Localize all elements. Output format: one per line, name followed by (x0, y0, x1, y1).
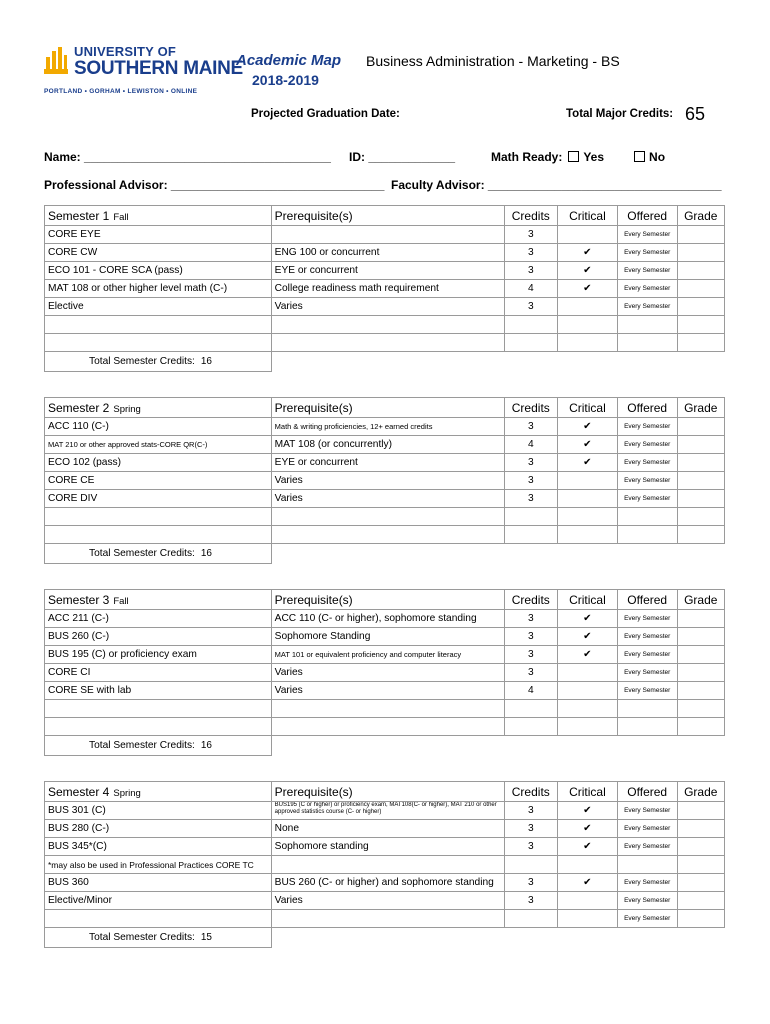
course-grade[interactable] (677, 646, 724, 664)
course-prereq: EYE or concurrent (271, 262, 504, 280)
semester-header-row (45, 206, 725, 226)
course-row (45, 910, 725, 928)
course-credits: 3 (504, 628, 558, 646)
course-row (45, 682, 725, 700)
grade-header: Grade (677, 590, 724, 610)
offered-header: Offered (617, 782, 677, 802)
course-grade[interactable] (677, 280, 724, 298)
critical-check-icon (558, 334, 618, 352)
course-prereq: None (271, 820, 504, 838)
course-grade[interactable] (677, 454, 724, 472)
course-row (45, 508, 725, 526)
critical-check-icon: ✔ (558, 646, 618, 664)
course-row (45, 664, 725, 682)
prereq-header: Prerequisite(s) (271, 398, 504, 418)
critical-check-icon (558, 298, 618, 316)
course-offered: Every Semester (617, 472, 677, 490)
course-credits: 3 (504, 226, 558, 244)
course-name[interactable] (45, 508, 272, 526)
course-prereq: ACC 110 (C- or higher), sophomore standing (271, 610, 504, 628)
course-grade[interactable] (677, 298, 724, 316)
critical-check-icon: ✔ (558, 802, 618, 820)
course-grade[interactable] (677, 820, 724, 838)
course-row (45, 628, 725, 646)
course-name[interactable]: CORE CI (45, 664, 272, 682)
semester-title (45, 590, 272, 610)
course-name[interactable]: Elective/Minor (45, 892, 272, 910)
course-credits: 3 (504, 418, 558, 436)
critical-check-icon (558, 682, 618, 700)
course-grade[interactable] (677, 628, 724, 646)
course-credits: 3 (504, 610, 558, 628)
course-grade[interactable] (677, 856, 724, 874)
semester-total (45, 736, 272, 756)
course-credits (504, 718, 558, 736)
total-value: 16 (200, 548, 212, 559)
critical-check-icon (558, 700, 618, 718)
course-name[interactable] (45, 526, 272, 544)
semester-label: Semester 4 (48, 784, 110, 799)
course-grade[interactable] (677, 874, 724, 892)
semester-total-row (45, 544, 725, 564)
total-value: 16 (200, 740, 212, 751)
math-ready-group (491, 150, 665, 164)
critical-check-icon: ✔ (558, 280, 618, 298)
course-name[interactable]: CORE CE (45, 472, 272, 490)
course-grade[interactable] (677, 802, 724, 820)
course-prereq: Varies (271, 682, 504, 700)
credits-header: Credits (504, 782, 558, 802)
course-row (45, 718, 725, 736)
course-name[interactable] (45, 910, 272, 928)
total-label: Total Semester Credits: (89, 740, 195, 751)
semester-total (45, 544, 272, 564)
course-credits (504, 334, 558, 352)
faculty-advisor-field[interactable]: Faculty Advisor: ___________________________________ (391, 178, 722, 192)
course-prereq (271, 526, 504, 544)
critical-check-icon (558, 508, 618, 526)
course-credits: 3 (504, 892, 558, 910)
course-prereq: Sophomore standing (271, 838, 504, 856)
course-offered: Every Semester (617, 628, 677, 646)
critical-check-icon: ✔ (558, 436, 618, 454)
name-field[interactable]: Name: _____________________________________ (44, 150, 331, 164)
course-prereq: College readiness math requirement (271, 280, 504, 298)
course-credits: 3 (504, 490, 558, 508)
critical-check-icon: ✔ (558, 610, 618, 628)
critical-check-icon: ✔ (558, 418, 618, 436)
critical-check-icon (558, 316, 618, 334)
course-offered: Every Semester (617, 610, 677, 628)
course-row (45, 610, 725, 628)
course-credits: 3 (504, 820, 558, 838)
course-offered: Every Semester (617, 682, 677, 700)
critical-header: Critical (558, 782, 618, 802)
course-credits: 3 (504, 802, 558, 820)
map-year: 2018-2019 (252, 72, 319, 88)
course-row (45, 838, 725, 856)
course-offered (617, 700, 677, 718)
total-major-credits-value: 65 (685, 104, 706, 124)
critical-check-icon (558, 664, 618, 682)
grade-header: Grade (677, 206, 724, 226)
course-credits: 3 (504, 646, 558, 664)
course-offered (617, 316, 677, 334)
semester-total-row (45, 928, 725, 948)
course-name[interactable]: BUS 280 (C-) (45, 820, 272, 838)
course-credits (504, 508, 558, 526)
course-offered (617, 856, 677, 874)
course-prereq: Varies (271, 664, 504, 682)
course-grade[interactable] (677, 244, 724, 262)
course-credits: 4 (504, 280, 558, 298)
course-prereq: ENG 100 or concurrent (271, 244, 504, 262)
usm-logo-icon (44, 47, 68, 79)
semester-total (45, 352, 272, 372)
course-prereq (271, 316, 504, 334)
course-row (45, 244, 725, 262)
course-row (45, 472, 725, 490)
course-name[interactable]: MAT 210 or other approved stats-CORE QR(C-) (45, 436, 272, 454)
course-prereq (271, 508, 504, 526)
course-name[interactable]: BUS 260 (C-) (45, 628, 272, 646)
course-grade[interactable] (677, 682, 724, 700)
critical-check-icon: ✔ (558, 244, 618, 262)
total-major-credits-label: Total Major Credits: (566, 108, 674, 120)
course-name[interactable]: *may also be used in Professional Practices CORE TC (45, 856, 272, 874)
critical-header: Critical (558, 206, 618, 226)
course-prereq: MAT 101 or equivalent proficiency and computer literacy (271, 646, 504, 664)
course-prereq: Varies (271, 298, 504, 316)
course-prereq: MAT 108 (or concurrently) (271, 436, 504, 454)
semester-title (45, 398, 272, 418)
semester-header-row (45, 782, 725, 802)
semester-term: Fall (113, 595, 129, 607)
semester-header-row (45, 590, 725, 610)
prereq-header: Prerequisite(s) (271, 782, 504, 802)
critical-check-icon (558, 892, 618, 910)
critical-check-icon: ✔ (558, 262, 618, 280)
course-offered: Every Semester (617, 802, 677, 820)
semester-label: Semester 2 (48, 400, 110, 415)
course-grade[interactable] (677, 718, 724, 736)
semester-total (45, 928, 272, 948)
offered-header: Offered (617, 206, 677, 226)
course-offered: Every Semester (617, 418, 677, 436)
course-offered: Every Semester (617, 298, 677, 316)
course-prereq: Math & writing proficiencies, 12+ earned credits (271, 418, 504, 436)
course-row (45, 700, 725, 718)
course-grade[interactable] (677, 892, 724, 910)
course-row (45, 802, 725, 820)
course-prereq (271, 226, 504, 244)
critical-check-icon: ✔ (558, 454, 618, 472)
id-field[interactable]: ID: _____________ (349, 150, 456, 164)
math-ready-no-label: No (649, 150, 666, 164)
credits-header: Credits (504, 398, 558, 418)
course-name[interactable] (45, 334, 272, 352)
course-offered: Every Semester (617, 262, 677, 280)
total-value: 16 (200, 356, 212, 367)
course-prereq (271, 910, 504, 928)
course-credits (504, 856, 558, 874)
course-offered (617, 334, 677, 352)
course-row (45, 454, 725, 472)
course-grade[interactable] (677, 526, 724, 544)
math-ready-label: Math Ready: (491, 150, 563, 164)
course-name[interactable]: BUS 360 (45, 874, 272, 892)
semester-term: Fall (113, 211, 129, 223)
course-offered: Every Semester (617, 910, 677, 928)
course-credits: 4 (504, 682, 558, 700)
math-ready-yes-checkbox[interactable] (568, 151, 579, 162)
course-name[interactable] (45, 700, 272, 718)
course-name[interactable]: Elective (45, 298, 272, 316)
prereq-header: Prerequisite(s) (271, 590, 504, 610)
course-credits: 4 (504, 436, 558, 454)
course-grade[interactable] (677, 700, 724, 718)
course-offered: Every Semester (617, 874, 677, 892)
semester-table (44, 589, 725, 756)
course-offered: Every Semester (617, 436, 677, 454)
course-name[interactable]: CORE SE with lab (45, 682, 272, 700)
critical-check-icon (558, 526, 618, 544)
course-grade[interactable] (677, 508, 724, 526)
course-row (45, 874, 725, 892)
critical-check-icon (558, 490, 618, 508)
course-grade[interactable] (677, 838, 724, 856)
course-credits: 3 (504, 298, 558, 316)
course-offered (617, 526, 677, 544)
course-row (45, 526, 725, 544)
total-value: 15 (200, 932, 212, 943)
critical-header: Critical (558, 398, 618, 418)
campus-list: PORTLAND • GORHAM • LEWISTON • ONLINE (44, 88, 198, 95)
course-row (45, 226, 725, 244)
course-prereq: Sophomore Standing (271, 628, 504, 646)
course-offered: Every Semester (617, 664, 677, 682)
semester-table (44, 781, 725, 948)
course-grade[interactable] (677, 664, 724, 682)
course-name[interactable]: BUS 195 (C) or proficiency exam (45, 646, 272, 664)
course-grade[interactable] (677, 472, 724, 490)
course-offered: Every Semester (617, 454, 677, 472)
course-name[interactable]: MAT 108 or other higher level math (C-) (45, 280, 272, 298)
course-name[interactable]: ACC 110 (C-) (45, 418, 272, 436)
math-ready-no-checkbox[interactable] (634, 151, 645, 162)
course-credits: 3 (504, 874, 558, 892)
total-label: Total Semester Credits: (89, 548, 195, 559)
course-prereq: BUS 260 (C- or higher) and sophomore standing (271, 874, 504, 892)
course-credits: 3 (504, 472, 558, 490)
critical-check-icon (558, 856, 618, 874)
course-name[interactable]: BUS 301 (C) (45, 802, 272, 820)
semester-title (45, 206, 272, 226)
course-row (45, 298, 725, 316)
grade-header: Grade (677, 398, 724, 418)
critical-check-icon: ✔ (558, 838, 618, 856)
course-prereq: EYE or concurrent (271, 454, 504, 472)
course-offered: Every Semester (617, 280, 677, 298)
course-row (45, 646, 725, 664)
semester-table (44, 205, 725, 372)
grade-header: Grade (677, 782, 724, 802)
course-name[interactable]: ACC 211 (C-) (45, 610, 272, 628)
course-credits (504, 526, 558, 544)
course-row (45, 436, 725, 454)
course-row (45, 892, 725, 910)
course-offered: Every Semester (617, 490, 677, 508)
semester-label: Semester 3 (48, 592, 110, 607)
course-grade[interactable] (677, 226, 724, 244)
critical-check-icon (558, 472, 618, 490)
course-name[interactable]: CORE DIV (45, 490, 272, 508)
course-prereq: BUS195 (C or higher) or proficiency exam, MAT108(C- or higher), MAT 210 or other approved statistics course (C- or higher) (271, 802, 504, 820)
course-row (45, 490, 725, 508)
critical-check-icon (558, 910, 618, 928)
semester-table (44, 397, 725, 564)
course-name[interactable]: CORE EYE (45, 226, 272, 244)
university-name-line1: UNIVERSITY OF (74, 44, 177, 59)
course-credits: 3 (504, 262, 558, 280)
course-prereq (271, 718, 504, 736)
course-offered: Every Semester (617, 244, 677, 262)
course-credits (504, 316, 558, 334)
course-grade[interactable] (677, 490, 724, 508)
critical-check-icon: ✔ (558, 820, 618, 838)
semester-term: Spring (113, 403, 141, 415)
course-name[interactable]: CORE CW (45, 244, 272, 262)
credits-header: Credits (504, 206, 558, 226)
offered-header: Offered (617, 590, 677, 610)
course-offered: Every Semester (617, 820, 677, 838)
course-offered: Every Semester (617, 838, 677, 856)
critical-check-icon: ✔ (558, 874, 618, 892)
total-label: Total Semester Credits: (89, 356, 195, 367)
course-row (45, 280, 725, 298)
course-grade[interactable] (677, 334, 724, 352)
course-name[interactable]: BUS 345*(C) (45, 838, 272, 856)
course-offered: Every Semester (617, 646, 677, 664)
course-prereq: Varies (271, 490, 504, 508)
course-row (45, 856, 725, 874)
course-grade[interactable] (677, 436, 724, 454)
course-grade[interactable] (677, 610, 724, 628)
course-credits: 3 (504, 244, 558, 262)
course-grade[interactable] (677, 262, 724, 280)
course-name[interactable]: ECO 101 - CORE SCA (pass) (45, 262, 272, 280)
course-row (45, 316, 725, 334)
course-credits: 3 (504, 838, 558, 856)
course-grade[interactable] (677, 316, 724, 334)
critical-check-icon (558, 226, 618, 244)
course-name[interactable]: ECO 102 (pass) (45, 454, 272, 472)
course-grade[interactable] (677, 910, 724, 928)
course-prereq (271, 334, 504, 352)
course-prereq: Varies (271, 472, 504, 490)
course-offered (617, 718, 677, 736)
critical-header: Critical (558, 590, 618, 610)
course-credits: 3 (504, 454, 558, 472)
semester-term: Spring (113, 787, 141, 799)
course-credits: 3 (504, 664, 558, 682)
course-name[interactable] (45, 718, 272, 736)
semester-total-row (45, 736, 725, 756)
semester-header-row (45, 398, 725, 418)
university-name-line2: SOUTHERN MAINE (74, 58, 243, 79)
course-offered (617, 508, 677, 526)
course-grade[interactable] (677, 418, 724, 436)
course-name[interactable] (45, 316, 272, 334)
prereq-header: Prerequisite(s) (271, 206, 504, 226)
course-offered: Every Semester (617, 226, 677, 244)
professional-advisor-field[interactable]: Professional Advisor: ________________________________ (44, 178, 385, 192)
course-prereq (271, 700, 504, 718)
course-row (45, 418, 725, 436)
semester-total-row (45, 352, 725, 372)
course-prereq (271, 856, 504, 874)
math-ready-yes-label: Yes (583, 150, 605, 164)
program-title: Business Administration - Marketing - BS (366, 53, 620, 69)
critical-check-icon (558, 718, 618, 736)
critical-check-icon: ✔ (558, 628, 618, 646)
credits-header: Credits (504, 590, 558, 610)
course-row (45, 820, 725, 838)
graduation-date-label: Projected Graduation Date: (251, 108, 400, 120)
course-row (45, 262, 725, 280)
course-prereq: Varies (271, 892, 504, 910)
course-row (45, 334, 725, 352)
semester-label: Semester 1 (48, 208, 110, 223)
course-credits (504, 910, 558, 928)
semester-title (45, 782, 272, 802)
course-credits (504, 700, 558, 718)
offered-header: Offered (617, 398, 677, 418)
map-title: Academic Map (236, 52, 342, 69)
total-label: Total Semester Credits: (89, 932, 195, 943)
course-offered: Every Semester (617, 892, 677, 910)
